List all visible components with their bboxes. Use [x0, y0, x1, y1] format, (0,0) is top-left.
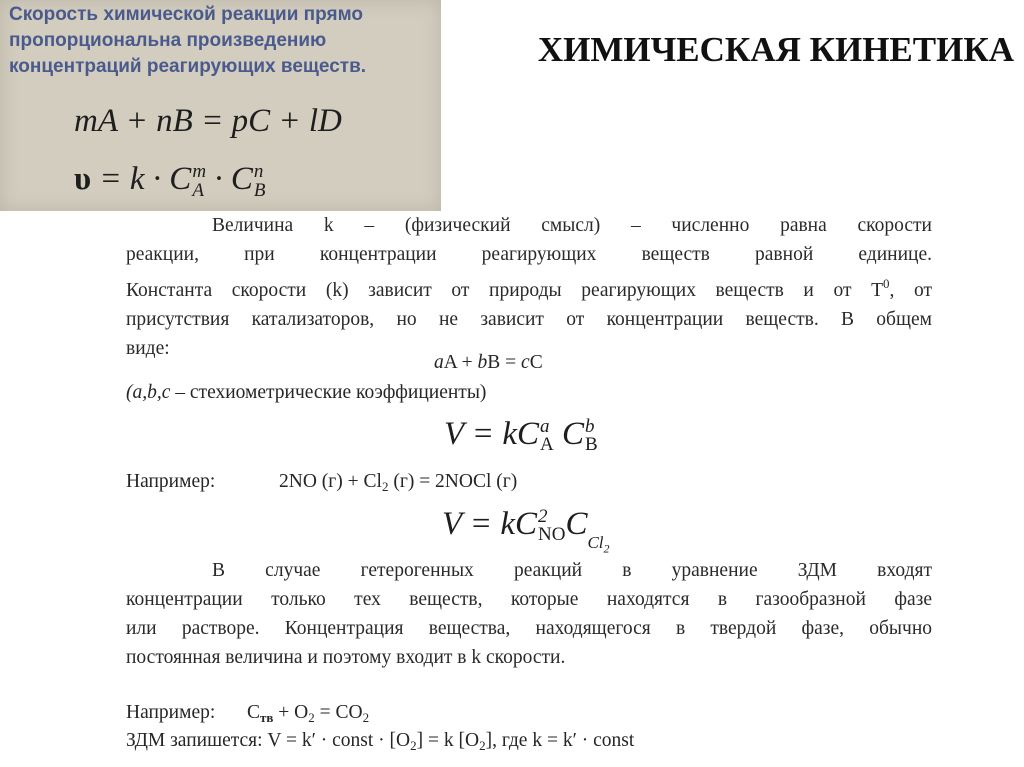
temperature-sup: 0: [883, 276, 890, 291]
rate1-indices-a: [540, 418, 554, 454]
p2-line-4: постоянная величина и поэтому входит в k скорости.: [126, 647, 566, 668]
p1-line-5: виде:: [126, 338, 170, 359]
ex2-eq: = CO: [314, 702, 363, 723]
inset-rate-equation: [74, 161, 265, 200]
zdm-a: ЗДМ запишется: V = k′ · const · [O: [126, 730, 411, 751]
example-eq-sub: 2: [381, 479, 389, 494]
paragraph-2: [126, 556, 932, 672]
inset-definition-text: [9, 2, 439, 80]
p2-line-2: концентрации только тех веществ, которые находятся в газообразной фазе: [126, 589, 932, 610]
example2-equation: [247, 702, 369, 726]
coef-c: c: [521, 352, 530, 373]
sup-n: n: [253, 161, 264, 183]
p2-line-1: В случае гетерогенных реакций в уравнение ЗДМ входят: [212, 560, 932, 581]
example-label: Например:: [126, 471, 216, 492]
rate2-indices: [538, 508, 565, 544]
rate2-c: C: [565, 506, 588, 542]
slide-title: ХИМИЧЕСКАЯ КИНЕТИКА: [537, 30, 1014, 69]
example2-label: Например:: [126, 702, 216, 723]
rate2-lhs: V = kC: [442, 506, 537, 542]
rate1-sub-b: B: [585, 434, 598, 456]
inset-line-3: концентраций реагирующих веществ.: [9, 56, 367, 77]
ex2-c: C: [247, 702, 261, 723]
zdm-s2: 2: [479, 738, 486, 753]
ex2-sub2: 2: [308, 710, 315, 725]
rate-eq-dot: · C: [206, 161, 253, 197]
ex2-sub3: 2: [362, 710, 370, 725]
superscript-subscript: [192, 162, 206, 200]
rate2-sub2-wrap: [587, 533, 610, 556]
sub-a: A: [192, 180, 204, 202]
p1-line-4: присутствия катализаторов, но не зависит от концентрации веществ. В общем: [126, 309, 932, 330]
coef-a: a: [434, 352, 444, 373]
inset-line-1: Скорость химической реакции прямо: [9, 4, 363, 25]
rate2-sub2-idx: 2: [603, 541, 610, 556]
rate-law-general: [444, 416, 598, 454]
rate2-sub2: Cl: [587, 533, 604, 552]
definition-inset: [0, 0, 441, 211]
zdm-line: [126, 730, 634, 754]
coef-b: b: [477, 352, 488, 373]
rate1-lhs: V = kC: [444, 416, 539, 452]
paragraph-1: [126, 211, 932, 363]
p1-line-3: [126, 269, 932, 305]
rate1-indices-b: [585, 418, 598, 454]
ex2-plus: + O: [273, 702, 309, 723]
species-a: A +: [443, 352, 478, 373]
example-eq-b: (г) = 2NOCl (г): [388, 471, 518, 492]
rate1-sup-a: a: [540, 416, 550, 438]
p1-line-2: реакции, при концентрации реагирующих веществ равной единице.: [126, 244, 932, 265]
sup-m: m: [192, 161, 207, 183]
sub-b: B: [253, 180, 266, 202]
species-c: C: [529, 352, 543, 373]
p1-line-3a: Константа скорости (k) зависит от природы реагирующих веществ и от T: [126, 280, 884, 301]
rate-symbol: υ: [74, 161, 92, 197]
example-equation: [279, 471, 517, 495]
inset-line-2: пропорциональна произведению: [9, 30, 327, 51]
stoich-symbols: (a,b,c: [126, 382, 171, 403]
general-reaction-equation: [434, 352, 543, 374]
rate1-sub-a: A: [540, 434, 554, 456]
rate-eq-k: = k · C: [91, 161, 192, 197]
zdm-c: ], где k = k′ · const: [485, 730, 635, 751]
zdm-b: ] = k [O: [416, 730, 480, 751]
rate2-sub: NO: [538, 524, 566, 546]
body-text: [126, 211, 932, 363]
species-b: B =: [487, 352, 522, 373]
ex2-tv: тв: [260, 710, 274, 725]
rate1-sup-b: b: [585, 416, 595, 438]
rate2-sup: 2: [538, 506, 548, 528]
rate1-c: C: [553, 416, 584, 452]
inset-reaction-equation: mA + nB = pC + lD: [74, 103, 342, 139]
superscript-subscript: [254, 162, 266, 200]
p2-line-3: или растворе. Концентрация вещества, находящегося в твердой фазе, обычно: [126, 618, 932, 639]
zdm-s1: 2: [410, 738, 417, 753]
stoichiometric-note: [126, 382, 486, 404]
stoich-text: – стехиометрические коэффициенты): [170, 382, 487, 403]
p1-line-1: Величина k – (физический смысл) – численно равна скорости: [212, 215, 932, 236]
p1-line-3b: , от: [889, 280, 933, 301]
rate-law-example: [442, 506, 610, 556]
example-eq-a: 2NO (г) + Cl: [279, 471, 382, 492]
